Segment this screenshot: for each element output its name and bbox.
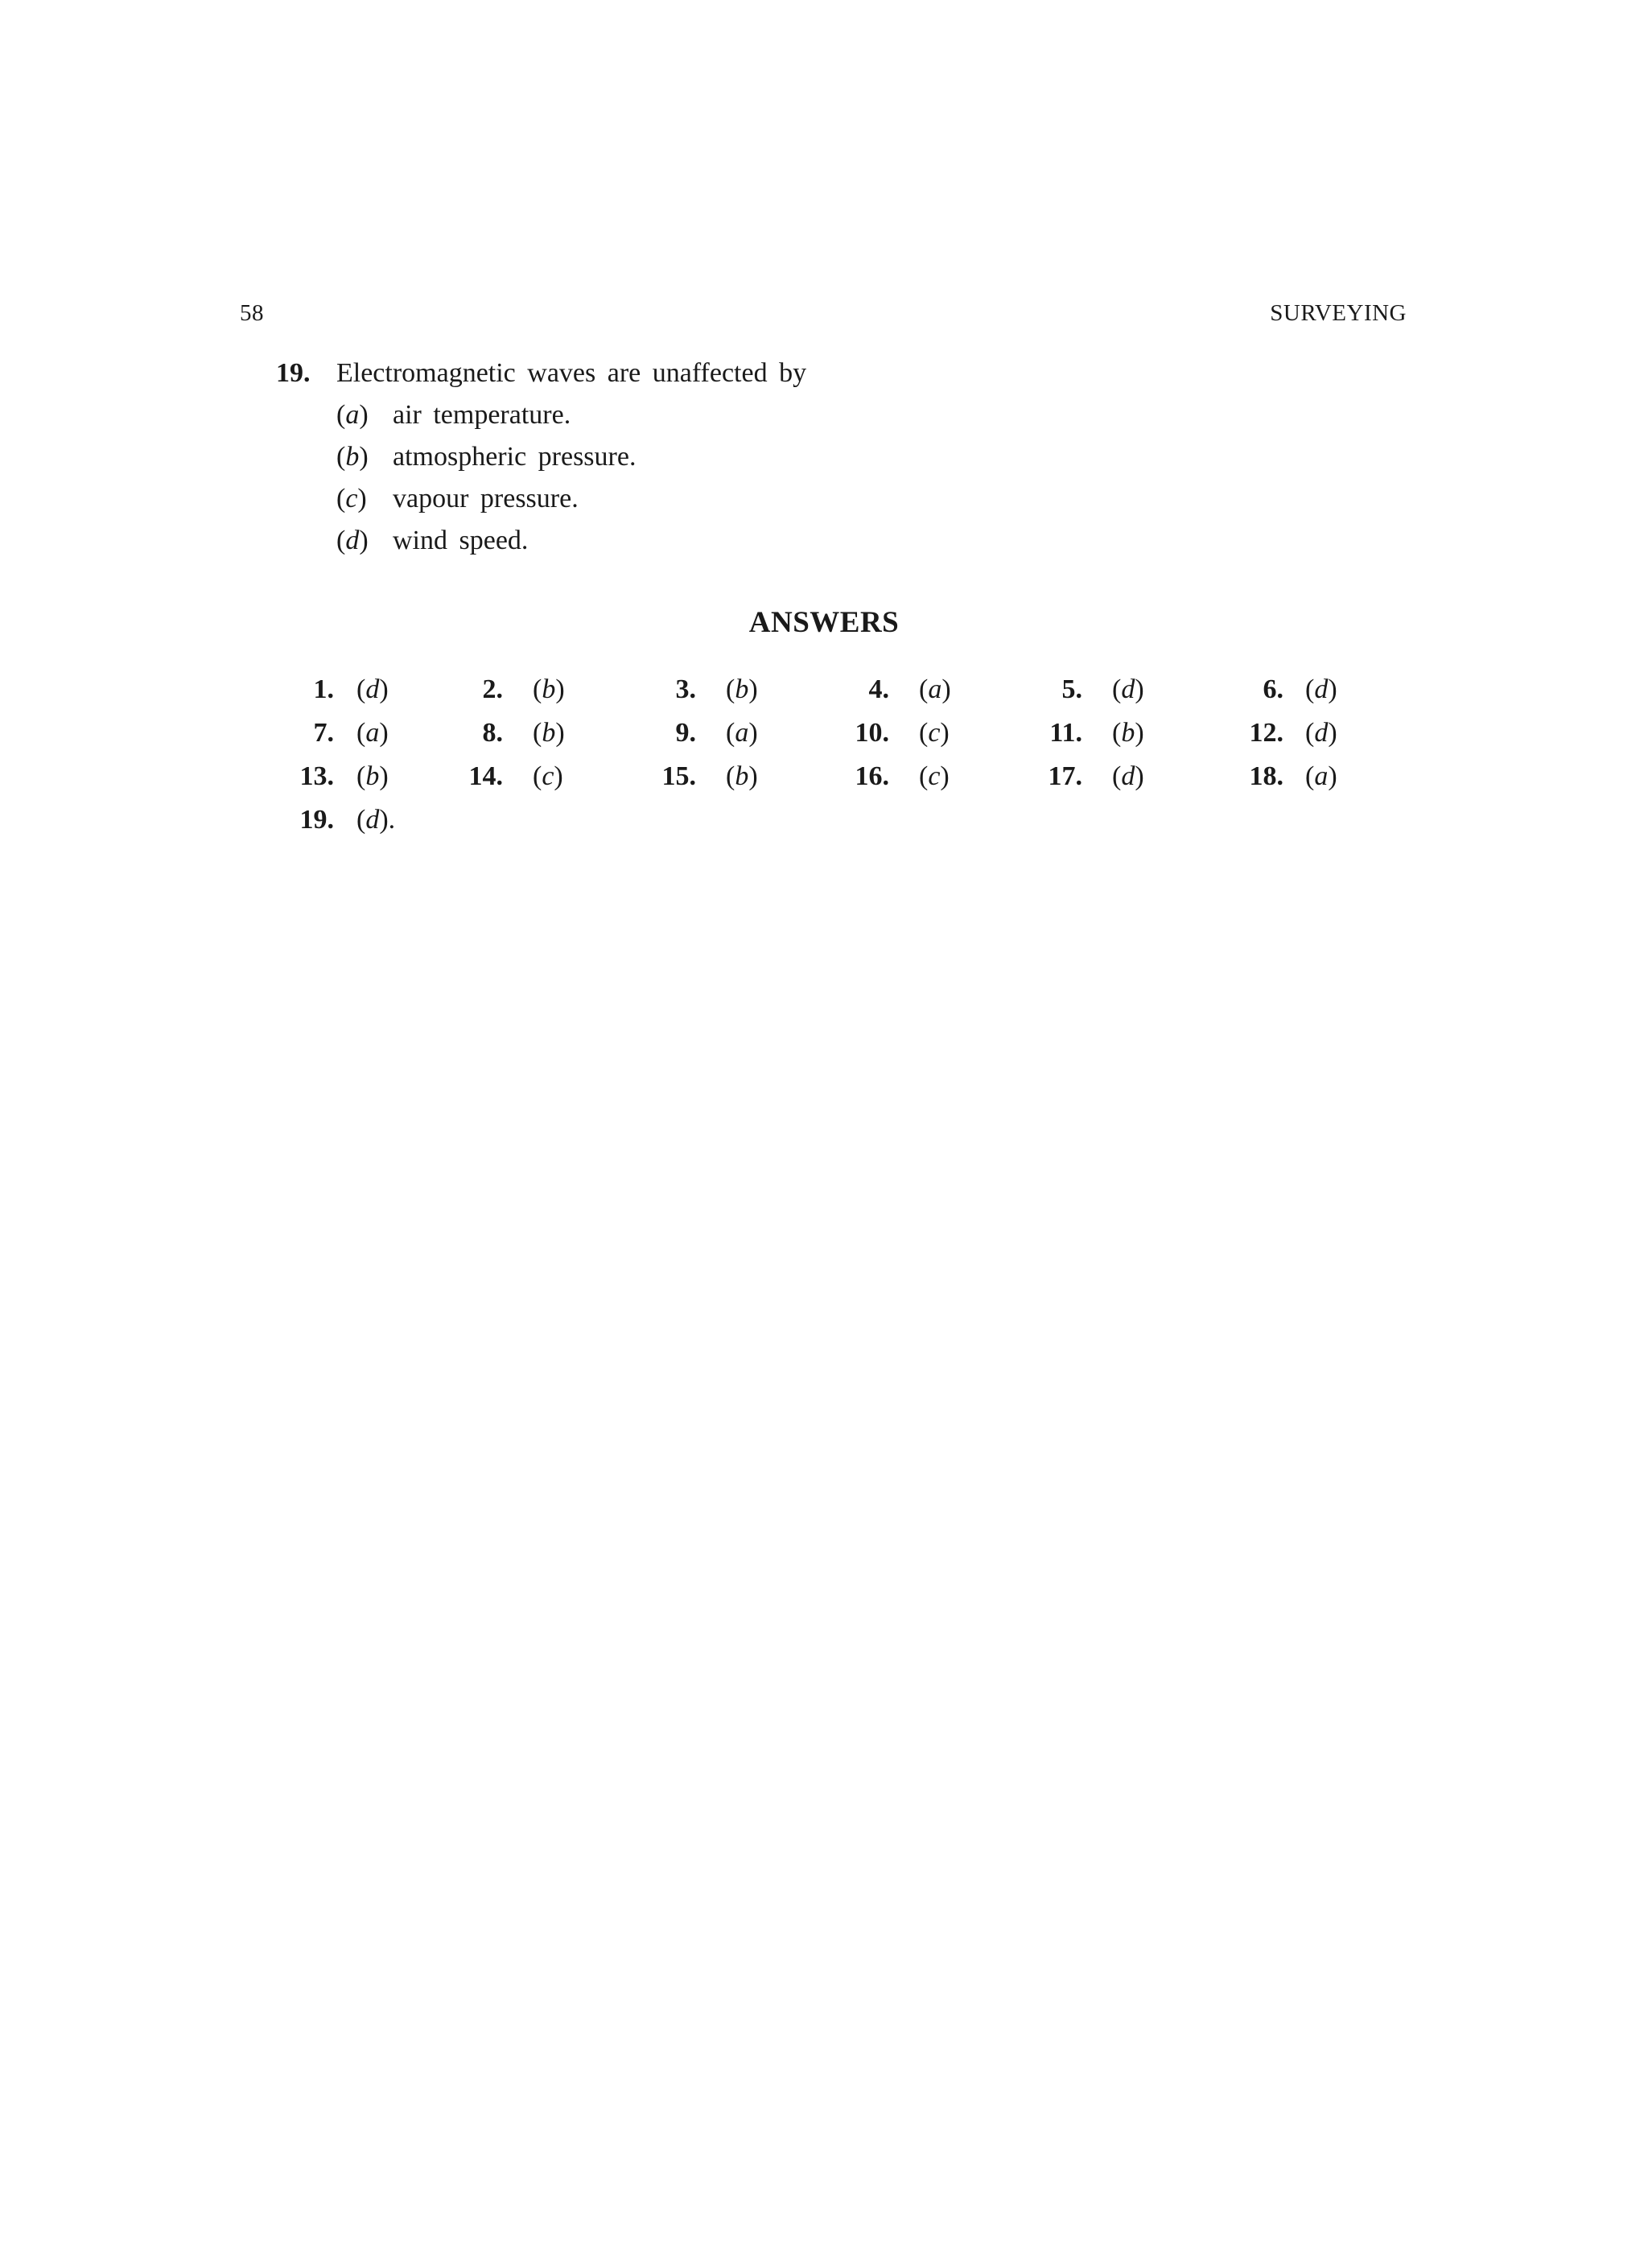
answers-heading: ANSWERS (748, 606, 900, 639)
answer-number-text: 4. (868, 674, 889, 704)
answer-letter: b (542, 674, 556, 704)
answer-value: (a) (1305, 761, 1337, 791)
answer-row (0, 718, 1648, 761)
answer-value: (a) (919, 674, 951, 704)
answer-value: (d) (1112, 761, 1144, 791)
option-letter-value: c (345, 484, 358, 513)
answer-letter: a (365, 718, 380, 748)
option-letter: (a) (336, 400, 369, 430)
answer-row (0, 805, 1648, 848)
answer-number-text: 11. (1049, 718, 1082, 748)
answer-value: (b) (1112, 718, 1144, 748)
answer-letter: b (542, 718, 556, 748)
answer-number-text: 14. (468, 761, 503, 791)
answer-value: (b) (356, 761, 389, 791)
answers-grid (0, 674, 1648, 848)
answer-number-text: 10. (855, 718, 889, 748)
answer-number-text: 2. (482, 674, 503, 704)
answer-letter: d (1121, 674, 1135, 704)
answer-value: (a) (726, 718, 758, 748)
answer-value: (d). (356, 805, 396, 835)
answer-row (0, 761, 1648, 805)
answer-value: (d) (1305, 674, 1337, 704)
answer-number-text: 6. (1263, 674, 1283, 704)
answer-number-text: 8. (482, 718, 503, 748)
option-text: atmospheric pressure. (393, 442, 637, 472)
answer-letter: d (365, 805, 380, 835)
answer-number-text: 7. (313, 718, 334, 748)
question-number: 19. (276, 358, 311, 388)
question-text: Electromagnetic waves are unaffected by (336, 358, 807, 388)
answer-letter: c (928, 718, 941, 748)
answer-value: (d) (1112, 674, 1144, 704)
answer-number-text: 19. (299, 805, 334, 835)
answer-letter: b (1121, 718, 1135, 748)
answer-letter: c (542, 761, 554, 791)
answer-number-text: 15. (661, 761, 696, 791)
option-letter: (d) (336, 526, 369, 555)
answer-letter: a (1314, 761, 1329, 791)
answer-letter: b (735, 674, 749, 704)
answer-value: (c) (919, 761, 950, 791)
option-text: wind speed. (393, 526, 529, 555)
answer-value: (d) (1305, 718, 1337, 748)
answer-letter: a (735, 718, 749, 748)
option-letter-value: b (345, 442, 360, 472)
answer-suffix: . (388, 805, 396, 835)
option-text: air temperature. (393, 400, 571, 430)
answer-number-text: 13. (299, 761, 334, 791)
answer-letter: d (1314, 718, 1329, 748)
option-letter-value: d (345, 526, 360, 555)
option-letter-value: a (345, 400, 360, 430)
answer-value: (d) (356, 674, 389, 704)
option-letter: (b) (336, 442, 369, 472)
option-text: vapour pressure. (393, 484, 579, 513)
answer-letter: d (1121, 761, 1135, 791)
answer-number-text: 16. (855, 761, 889, 791)
answer-value: (b) (533, 674, 565, 704)
answer-row (0, 674, 1648, 718)
answer-letter: c (928, 761, 941, 791)
answer-value: (b) (726, 674, 758, 704)
answer-value: (a) (356, 718, 389, 748)
answer-letter: b (365, 761, 380, 791)
answer-number-text: 3. (675, 674, 696, 704)
answer-letter: a (928, 674, 942, 704)
option-letter: (c) (336, 484, 367, 513)
page-number: 58 (240, 300, 264, 326)
running-head: SURVEYING (1270, 300, 1407, 326)
answer-number-text: 5. (1061, 674, 1082, 704)
answer-number-text: 17. (1048, 761, 1082, 791)
answer-value: (b) (726, 761, 758, 791)
answer-number-text: 1. (313, 674, 334, 704)
answer-value: (b) (533, 718, 565, 748)
answer-value: (c) (533, 761, 563, 791)
answer-letter: d (365, 674, 380, 704)
answer-letter: b (735, 761, 749, 791)
answer-value: (c) (919, 718, 950, 748)
answer-number-text: 9. (675, 718, 696, 748)
answer-letter: d (1314, 674, 1329, 704)
answer-number-text: 18. (1249, 761, 1283, 791)
answer-number-text: 12. (1249, 718, 1283, 748)
